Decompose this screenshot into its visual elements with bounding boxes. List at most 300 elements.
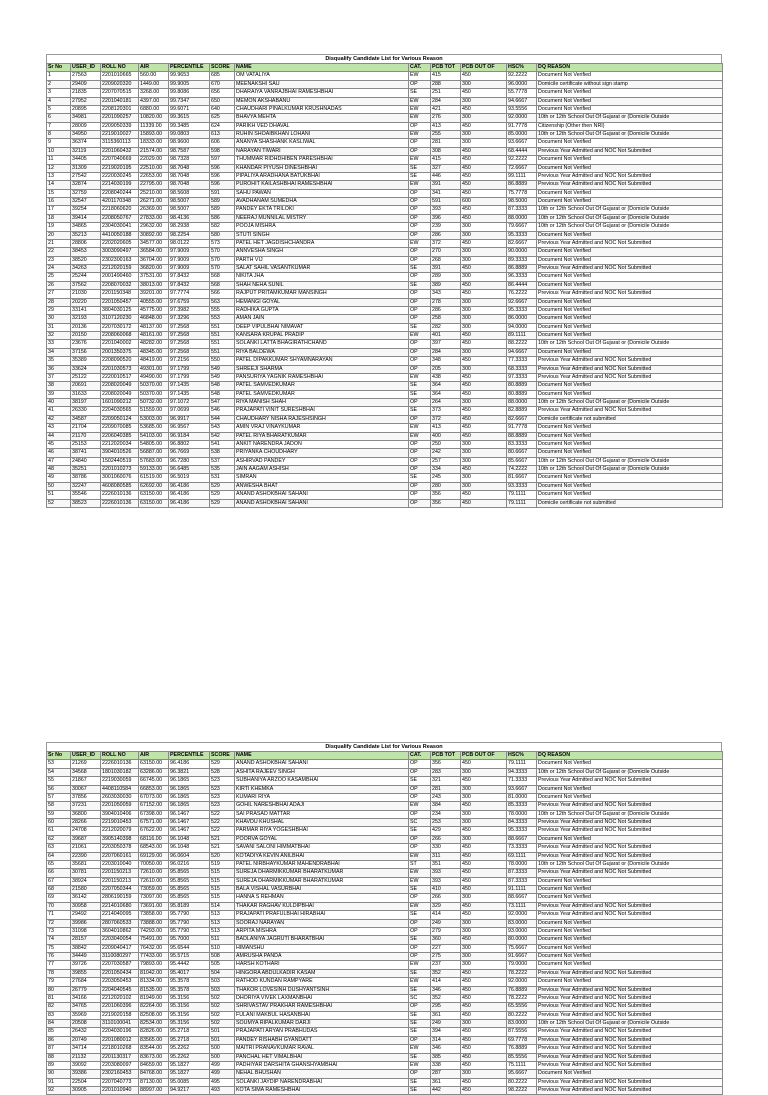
table-cell: PATEL DIPAKKUMAR SHYAMNARAYAN: [235, 357, 409, 365]
table-cell: 2201050434: [101, 969, 139, 977]
table-cell: 44: [47, 432, 71, 440]
table-cell: PANDEY RISHABH GYANDATT: [235, 1036, 409, 1044]
table-cell: 69129.00: [139, 852, 169, 860]
table-cell: 93.6667: [507, 785, 537, 793]
table-row: [47, 877, 723, 885]
table-cell: PATEL RIYA BHARATKUMAR: [235, 432, 409, 440]
table-cell: PRAJAPATI ARYAN PRABHUDAS: [235, 1028, 409, 1036]
table-row: [47, 1087, 723, 1095]
table-cell: 514: [210, 902, 235, 910]
table-cell: 519: [210, 860, 235, 868]
table-cell: 34263: [71, 265, 101, 273]
table-cell: 421: [431, 105, 461, 113]
table-cell: 95.8189: [169, 902, 210, 910]
table-cell: 253: [431, 819, 461, 827]
table-cell: 3804030125: [101, 306, 139, 314]
table-cell: 89.3333: [507, 256, 537, 264]
table-cell: 76.2222: [507, 290, 537, 298]
table-cell: 25: [47, 273, 71, 281]
table-cell: 26330: [71, 407, 101, 415]
table-cell: 34587: [71, 415, 101, 423]
table-cell: 541: [210, 440, 235, 448]
list-page-2: [46, 742, 722, 1095]
table-cell: 47: [47, 457, 71, 465]
table-cell: SE: [409, 1053, 431, 1061]
table-cell: OP: [409, 927, 431, 935]
table-cell: Previous Year Admitted and NOC Not Submitted: [537, 802, 723, 810]
table-cell: 2208050767: [101, 214, 139, 222]
table-cell: 97.1435: [169, 390, 210, 398]
table-cell: 62: [47, 835, 71, 843]
table-cell: Previous Year Admitted and NOC Not Submitted: [537, 357, 723, 365]
table-cell: 249: [431, 919, 461, 927]
table-cell: 42: [47, 415, 71, 423]
table-cell: 250: [431, 440, 461, 448]
table-cell: 413: [431, 122, 461, 130]
table-cell: Previous Year Admitted and NOC Not Submitted: [537, 1011, 723, 1019]
table-cell: 39986: [71, 919, 101, 927]
table-cell: NIKITA JHA: [235, 273, 409, 281]
table-cell: 3110080297: [101, 953, 139, 961]
table-cell: 3905140398: [101, 835, 139, 843]
table-cell: 513: [210, 919, 235, 927]
table-cell: 99.3485: [169, 122, 210, 130]
table-cell: 566: [210, 290, 235, 298]
table-cell: 15: [47, 189, 71, 197]
table-cell: 74: [47, 936, 71, 944]
table-cell: OP: [409, 189, 431, 197]
table-cell: 48161.00: [139, 332, 169, 340]
table-cell: 276: [431, 114, 461, 122]
table-cell: RUHIN SHOAIBKHAN LOHANI: [235, 131, 409, 139]
table-cell: EW: [409, 961, 431, 969]
table-cell: Previous Year Admitted and NOC Not Submitted: [537, 290, 723, 298]
table-cell: 3: [47, 89, 71, 97]
table-cell: 86.0000: [507, 315, 537, 323]
table-cell: 563: [210, 298, 235, 306]
table-cell: 550: [210, 357, 235, 365]
table-row: [47, 844, 723, 852]
table-cell: 22504: [71, 1078, 101, 1086]
table-cell: 281: [431, 139, 461, 147]
table-cell: 551: [210, 332, 235, 340]
table-cell: 34166: [71, 994, 101, 1002]
table-cell: 450: [461, 189, 507, 197]
table-cell: 450: [461, 869, 507, 877]
table-cell: 20150: [71, 332, 101, 340]
table-cell: 60: [47, 819, 71, 827]
table-cell: 2208020049: [101, 382, 139, 390]
table-cell: 2201040181: [101, 97, 139, 105]
table-cell: 300: [461, 944, 507, 952]
table-cell: 284: [431, 97, 461, 105]
table-cell: 80.2222: [507, 1078, 537, 1086]
table-cell: 10th or 12th School Out Of Gujarat or (Domicile Outside: [537, 457, 723, 465]
table-row: [47, 777, 723, 785]
table-cell: 96.1865: [169, 777, 210, 785]
table-cell: 39092: [71, 1061, 101, 1069]
table-cell: 37856: [71, 793, 101, 801]
table-cell: 96.7280: [169, 457, 210, 465]
table-cell: 300: [461, 315, 507, 323]
table-cell: 450: [461, 860, 507, 868]
table-cell: 87.3333: [507, 877, 537, 885]
table-cell: SE: [409, 777, 431, 785]
table-cell: 9: [47, 139, 71, 147]
table-row: [47, 927, 723, 935]
table-row: [47, 256, 723, 264]
table-cell: PARMAR RIYA YOGESHBHAI: [235, 827, 409, 835]
table-cell: 83565.00: [139, 1036, 169, 1044]
table-cell: 329: [431, 902, 461, 910]
table-cell: 75.7778: [507, 189, 537, 197]
table-cell: 311: [431, 852, 461, 860]
table-cell: Document Not Verified: [537, 89, 723, 97]
table-cell: 81535.00: [139, 986, 169, 994]
table-cell: Previous Year Admitted and NOC Not Submitted: [537, 1087, 723, 1095]
table-cell: 515: [210, 869, 235, 877]
table-cell: 450: [461, 181, 507, 189]
table-cell: OP: [409, 466, 431, 474]
table-cell: 551: [210, 340, 235, 348]
table-cell: SOLANKI JAYDIP NARENDRABHAI: [235, 1078, 409, 1086]
table-cell: 522: [210, 810, 235, 818]
table-cell: 95.1827: [169, 1061, 210, 1069]
table-cell: 2807060533: [101, 919, 139, 927]
table-cell: NEERAJ MUNNILAL MISTRY: [235, 214, 409, 222]
table-cell: 88.6667: [507, 894, 537, 902]
table-cell: SE: [409, 986, 431, 994]
table-cell: Document Not Verified: [537, 105, 723, 113]
table-cell: 97.3333: [507, 373, 537, 381]
table-cell: SHREEJI SHARMA: [235, 365, 409, 373]
table-cell: 95.3156: [169, 1020, 210, 1028]
table-cell: 300: [461, 256, 507, 264]
table-cell: OP: [409, 1036, 431, 1044]
table-cell: OP: [409, 894, 431, 902]
table-cell: 397: [431, 340, 461, 348]
table-cell: OP: [409, 122, 431, 130]
table-cell: 446: [431, 172, 461, 180]
table-cell: 547: [210, 399, 235, 407]
table-cell: 275: [431, 953, 461, 961]
table-cell: 300: [461, 323, 507, 331]
table-row: [47, 172, 723, 180]
table-cell: Previous Year Admitted and NOC Not Submitted: [537, 869, 723, 877]
table-row: [47, 936, 723, 944]
table-cell: 251: [431, 89, 461, 97]
table-cell: Document Not Verified: [537, 835, 723, 843]
table-cell: Document Not Verified: [537, 1070, 723, 1078]
table-cell: 78: [47, 969, 71, 977]
table-cell: OP: [409, 223, 431, 231]
table-cell: 96.9567: [169, 424, 210, 432]
table-cell: OP: [409, 214, 431, 222]
table-row: [47, 760, 723, 768]
table-cell: 37531.00: [139, 273, 169, 281]
table-cell: 36800: [71, 810, 101, 818]
table-cell: SE: [409, 1028, 431, 1036]
table-cell: DHARAIYA VANRAJBHAI RAMESHBHAI: [235, 89, 409, 97]
table-cell: 82264.00: [139, 1003, 169, 1011]
table-cell: 98.7587: [169, 147, 210, 155]
table-cell: OP: [409, 298, 431, 306]
table-cell: 30892.00: [139, 231, 169, 239]
table-cell: 279: [431, 927, 461, 935]
table-cell: 95.7790: [169, 927, 210, 935]
table-cell: FULANI MAKBUL HASANBHAI: [235, 1011, 409, 1019]
table-cell: OP: [409, 491, 431, 499]
column-header: SCORE: [210, 64, 235, 72]
table-cell: 300: [461, 810, 507, 818]
table-cell: Document Not Verified: [537, 298, 723, 306]
table-cell: Previous Year Admitted and NOC Not Submitted: [537, 852, 723, 860]
table-cell: 50732.00: [139, 399, 169, 407]
table-cell: HINGORA ABDULKADIR KASAM: [235, 969, 409, 977]
table-cell: SE: [409, 265, 431, 273]
table-cell: 3904010406: [101, 810, 139, 818]
table-cell: 361: [431, 1011, 461, 1019]
table-cell: 2219030059: [101, 777, 139, 785]
table-cell: Document Not Verified: [537, 348, 723, 356]
table-row: [47, 449, 723, 457]
table-cell: 88.2222: [507, 340, 537, 348]
table-cell: 450: [461, 499, 507, 507]
table-cell: EW: [409, 156, 431, 164]
table-cell: 94.0000: [507, 323, 537, 331]
table-cell: 503: [210, 978, 235, 986]
table-cell: 450: [461, 1036, 507, 1044]
table-cell: EW: [409, 877, 431, 885]
table-cell: 2201060396: [101, 1003, 139, 1011]
table-cell: 19: [47, 223, 71, 231]
table-row: [47, 1028, 723, 1036]
table-row: [47, 214, 723, 222]
table-cell: 83.0000: [507, 919, 537, 927]
table-cell: 4: [47, 97, 71, 105]
table-cell: 41: [47, 407, 71, 415]
table-cell: 450: [461, 382, 507, 390]
table-cell: 401: [431, 332, 461, 340]
table-cell: Document Not Verified: [537, 72, 723, 80]
table-cell: 53: [47, 760, 71, 768]
table-cell: 58: [47, 802, 71, 810]
table-cell: BALA VISHAL VASURBHAI: [235, 886, 409, 894]
table-cell: 2207030172: [101, 323, 139, 331]
table-cell: 67073.00: [139, 793, 169, 801]
table-cell: 99.6071: [169, 105, 210, 113]
table-cell: 6880.00: [139, 105, 169, 113]
table-cell: 83673.00: [139, 1053, 169, 1061]
table-cell: 26432: [71, 1028, 101, 1036]
table-cell: 352: [431, 969, 461, 977]
table-cell: 45: [47, 440, 71, 448]
table-cell: 97.7774: [169, 290, 210, 298]
table-cell: PIPALIYA ARADHANA BATUKBHAI: [235, 172, 409, 180]
table-cell: 450: [461, 357, 507, 365]
table-row: [47, 978, 723, 986]
table-cell: 24840: [71, 457, 101, 465]
table-cell: 2214010680: [101, 902, 139, 910]
table-cell: 300: [461, 953, 507, 961]
table-cell: 450: [461, 239, 507, 247]
table-cell: 523: [210, 802, 235, 810]
table-cell: 2208020049: [101, 390, 139, 398]
table-cell: 1449.00: [139, 80, 169, 88]
table-cell: 624: [210, 122, 235, 130]
table-cell: KUMARI RIYA: [235, 793, 409, 801]
table-cell: 12: [47, 164, 71, 172]
table-cell: 96.1865: [169, 793, 210, 801]
table-cell: RIYA MANISH SHAH: [235, 399, 409, 407]
table-cell: 501: [210, 1028, 235, 1036]
table-cell: 300: [461, 273, 507, 281]
table-cell: 16: [47, 198, 71, 206]
table-cell: Previous Year Admitted and NOC Not Submitted: [537, 172, 723, 180]
table-cell: 450: [461, 156, 507, 164]
table-cell: 21030: [71, 290, 101, 298]
table-cell: 2201060432: [101, 147, 139, 155]
table-cell: 48282.00: [139, 340, 169, 348]
table-cell: 2209040417: [101, 944, 139, 952]
table-cell: RAJPUT PRITAMKUMAR MANSINGH: [235, 290, 409, 298]
table-cell: 92.0000: [507, 978, 537, 986]
column-header: HSC%: [507, 752, 537, 760]
table-cell: KIRTI KHEMKA: [235, 785, 409, 793]
table-cell: 2201150213: [101, 877, 139, 885]
column-header: SCORE: [210, 752, 235, 760]
table-cell: OP: [409, 256, 431, 264]
table-cell: 98.7048: [169, 181, 210, 189]
table-cell: 82534.00: [139, 1020, 169, 1028]
table-cell: 300: [461, 449, 507, 457]
table-cell: 600: [461, 198, 507, 206]
table-cell: 35681: [71, 860, 101, 868]
table-cell: EW: [409, 131, 431, 139]
column-header: USER_ID: [71, 64, 101, 72]
table-cell: 95.2718: [169, 1028, 210, 1036]
table-cell: 98.7048: [169, 164, 210, 172]
table-cell: 95.4442: [169, 961, 210, 969]
column-header: USER_ID: [71, 752, 101, 760]
table-cell: 613: [210, 131, 235, 139]
table-cell: 501: [210, 1036, 235, 1044]
table-cell: 535: [210, 466, 235, 474]
table-cell: 20: [47, 231, 71, 239]
table-cell: SUREJA DHARMIKKUMAR BHARATKUMAR: [235, 877, 409, 885]
table-cell: Previous Year Admitted and NOC Not Submitted: [537, 365, 723, 373]
table-cell: 570: [210, 256, 235, 264]
table-cell: 96.8802: [169, 440, 210, 448]
table-cell: 98.2938: [169, 223, 210, 231]
table-row: [47, 785, 723, 793]
table-cell: 450: [461, 1011, 507, 1019]
table-cell: 450: [461, 424, 507, 432]
table-cell: 3268.00: [139, 89, 169, 97]
table-row: [47, 961, 723, 969]
table-cell: 54103.00: [139, 432, 169, 440]
table-cell: 21: [47, 239, 71, 247]
table-cell: 82.8889: [507, 407, 537, 415]
table-cell: 36: [47, 365, 71, 373]
table-cell: 1502440519: [101, 457, 139, 465]
table-cell: Document Not Verified: [537, 944, 723, 952]
table-cell: Domicile certificate not submitted: [537, 415, 723, 423]
table-cell: EW: [409, 978, 431, 986]
table-cell: 2206040385: [101, 432, 139, 440]
table-cell: 97.8432: [169, 273, 210, 281]
table-cell: 29409: [71, 80, 101, 88]
table-cell: 442: [431, 1087, 461, 1095]
table-cell: SE: [409, 164, 431, 172]
table-cell: 65.5556: [507, 1003, 537, 1011]
table-cell: 28266: [71, 819, 101, 827]
table-cell: OP: [409, 206, 431, 214]
column-header: NAME: [235, 64, 409, 72]
table-cell: 68116.00: [139, 835, 169, 843]
table-cell: SE: [409, 1011, 431, 1019]
table-cell: 73.1111: [507, 902, 537, 910]
table-cell: 36820.00: [139, 265, 169, 273]
table-cell: 23676: [71, 340, 101, 348]
table-cell: 21170: [71, 432, 101, 440]
table-cell: 227: [431, 944, 461, 952]
table-cell: 96.7669: [169, 449, 210, 457]
table-cell: SAVANI SALONI HIMMATBHAI: [235, 844, 409, 852]
table-cell: 555: [210, 306, 235, 314]
table-cell: 80.8889: [507, 390, 537, 398]
table-cell: 289: [431, 273, 461, 281]
table-cell: 1: [47, 72, 71, 80]
table-row: [47, 1070, 723, 1078]
table-cell: 88.0000: [507, 214, 537, 222]
table-cell: 97.3982: [169, 306, 210, 314]
table-cell: OP: [409, 357, 431, 365]
table-cell: 81949.00: [139, 994, 169, 1002]
table-cell: 255: [431, 131, 461, 139]
table-cell: 70: [47, 902, 71, 910]
table-row: [47, 340, 723, 348]
table-cell: 69.7778: [507, 1036, 537, 1044]
table-cell: Previous Year Admitted and NOC Not Submitted: [537, 994, 723, 1002]
table-cell: 2209050124: [101, 415, 139, 423]
table-cell: 77: [47, 961, 71, 969]
table-cell: 286: [431, 306, 461, 314]
table-cell: OP: [409, 785, 431, 793]
table-cell: 76.8889: [507, 986, 537, 994]
table-cell: 30905: [71, 1087, 101, 1095]
table-cell: CHAUDHARY NISHA RAJESHSINGH: [235, 415, 409, 423]
table-cell: OP: [409, 953, 431, 961]
table-cell: OP: [409, 80, 431, 88]
table-cell: 98.5000: [507, 198, 537, 206]
table-cell: 2207050344: [101, 886, 139, 894]
table-cell: SE: [409, 382, 431, 390]
table-row: [47, 835, 723, 843]
table-cell: 2302300163: [101, 256, 139, 264]
table-cell: ANAND ASHOKBHAI SAHANI: [235, 760, 409, 768]
table-cell: 300: [461, 919, 507, 927]
table-cell: PATEL SAMVEDKUMAR: [235, 390, 409, 398]
table-cell: Document Not Verified: [537, 139, 723, 147]
table-cell: Document Not Verified: [537, 793, 723, 801]
table-header-row: [47, 64, 723, 72]
table-cell: 88: [47, 1053, 71, 1061]
table-cell: 73858.00: [139, 911, 169, 919]
table-cell: 502: [210, 1011, 235, 1019]
table-cell: AVADHANAM SUMEDHA: [235, 198, 409, 206]
table-cell: 32: [47, 332, 71, 340]
